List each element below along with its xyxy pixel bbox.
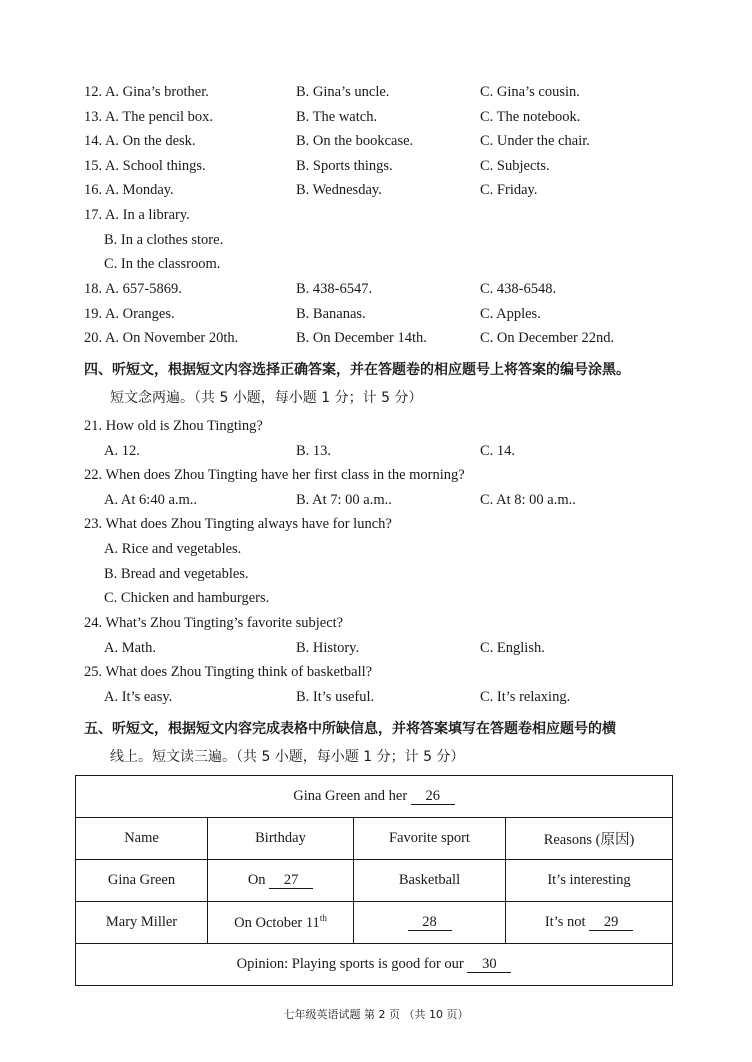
cell-reason: It’s not 29 — [506, 902, 673, 944]
item-20-option-a: 20. A. On November 20th. — [84, 330, 239, 346]
question-21-option-c: C. 14. — [480, 443, 516, 459]
cell-name: Gina Green — [76, 860, 208, 902]
table-row — [76, 860, 673, 902]
item-20-option-c: C. On December 22nd. — [480, 330, 615, 346]
item-15-option-b: B. Sports things. — [296, 158, 393, 174]
question-23-option-c: C. Chicken and hamburgers. — [104, 590, 270, 606]
question-21-option-b: B. 13. — [296, 443, 332, 459]
question-23-option-a: A. Rice and vegetables. — [104, 541, 242, 557]
header-favorite-sport: Favorite sport — [354, 818, 506, 860]
header-name: Name — [76, 818, 208, 860]
blank-26: 26 — [411, 789, 455, 805]
item-19-option-b: B. Bananas. — [296, 306, 366, 322]
question-25: 25. What does Zhou Tingting think of basketball? — [84, 664, 373, 680]
cell-name: Mary Miller — [76, 902, 208, 944]
item-12-option-a: 12. A. Gina’s brother. — [84, 84, 209, 100]
blank-27: 27 — [269, 873, 313, 889]
header-reasons: Reasons (原因) — [506, 818, 673, 860]
question-22-option-a: A. At 6:40 a.m.. — [104, 492, 198, 508]
item-14-option-c: C. Under the chair. — [480, 133, 590, 149]
item-12-option-c: C. Gina’s cousin. — [480, 84, 580, 100]
question-22-option-c: C. At 8: 00 a.m.. — [480, 492, 576, 508]
item-13-option-a: 13. A. The pencil box. — [84, 109, 214, 125]
question-24-option-b: B. History. — [296, 640, 360, 656]
table-title: Gina Green and her 26 — [76, 776, 673, 818]
item-15-option-a: 15. A. School things. — [84, 158, 206, 174]
item-13-option-c: C. The notebook. — [480, 109, 581, 125]
question-24-option-c: C. English. — [480, 640, 545, 656]
item-17-option-b: B. In a clothes store. — [104, 232, 224, 248]
item-16-option-a: 16. A. Monday. — [84, 182, 174, 198]
item-19-option-a: 19. A. Oranges. — [84, 306, 175, 322]
item-17-option-a: 17. A. In a library. — [84, 207, 190, 223]
cell-reason: It’s interesting — [506, 860, 673, 902]
item-16-option-b: B. Wednesday. — [296, 182, 382, 198]
cell-sport: Basketball — [354, 860, 506, 902]
question-25-option-a: A. It’s easy. — [104, 689, 173, 705]
item-13-option-b: B. The watch. — [296, 109, 378, 125]
item-15-option-c: C. Subjects. — [480, 158, 550, 174]
section5-heading-line2: 线上。短文读三遍。（共 5 小题，每小题 1 分；计 5 分） — [110, 749, 465, 765]
section4-heading-line1: 四、听短文，根据短文内容选择正确答案，并在答题卷的相应题号上将答案的编号涂黑。 — [84, 362, 630, 378]
cell-birthday: On 27 — [208, 860, 354, 902]
blank-29: 29 — [589, 915, 633, 931]
blank-28: 28 — [408, 915, 452, 931]
table-row — [76, 902, 673, 944]
cell-birthday: On October 11th — [208, 902, 354, 944]
item-12-option-b: B. Gina’s uncle. — [296, 84, 390, 100]
table-header-row — [76, 818, 673, 860]
info-table — [75, 775, 673, 986]
item-14-option-b: B. On the bookcase. — [296, 133, 414, 149]
item-18-option-a: 18. A. 657-5869. — [84, 281, 182, 297]
question-21-option-a: A. 12. — [104, 443, 140, 459]
item-14-option-a: 14. A. On the desk. — [84, 133, 196, 149]
section4-heading-line2: 短文念两遍。（共 5 小题，每小题 1 分；计 5 分） — [110, 390, 423, 406]
item-17-option-c: C. In the classroom. — [104, 256, 221, 272]
blank-30: 30 — [467, 957, 511, 973]
item-18-option-b: B. 438-6547. — [296, 281, 373, 297]
cell-sport — [354, 902, 506, 944]
question-25-option-c: C. It’s relaxing. — [480, 689, 571, 705]
header-birthday: Birthday — [208, 818, 354, 860]
item-20-option-b: B. On December 14th. — [296, 330, 427, 346]
item-16-option-c: C. Friday. — [480, 182, 538, 198]
item-19-option-c: C. Apples. — [480, 306, 541, 322]
question-24-option-a: A. Math. — [104, 640, 156, 656]
question-23-option-b: B. Bread and vegetables. — [104, 566, 249, 582]
question-22: 22. When does Zhou Tingting have her first class in the morning? — [84, 467, 465, 483]
question-22-option-b: B. At 7: 00 a.m.. — [296, 492, 392, 508]
question-21: 21. How old is Zhou Tingting? — [84, 418, 263, 434]
section5-heading-line1: 五、听短文，根据短文内容完成表格中所缺信息，并将答案填写在答题卷相应题号的横 — [84, 721, 616, 737]
page-footer: 七年级英语试题 第 2 页 （共 10 页） — [283, 1008, 469, 1021]
item-18-option-c: C. 438-6548. — [480, 281, 557, 297]
question-25-option-b: B. It’s useful. — [296, 689, 375, 705]
question-24: 24. What’s Zhou Tingting’s favorite subject? — [84, 615, 344, 631]
table-opinion: Opinion: Playing sports is good for our 30 — [76, 944, 673, 986]
question-23: 23. What does Zhou Tingting always have for lunch? — [84, 516, 392, 532]
